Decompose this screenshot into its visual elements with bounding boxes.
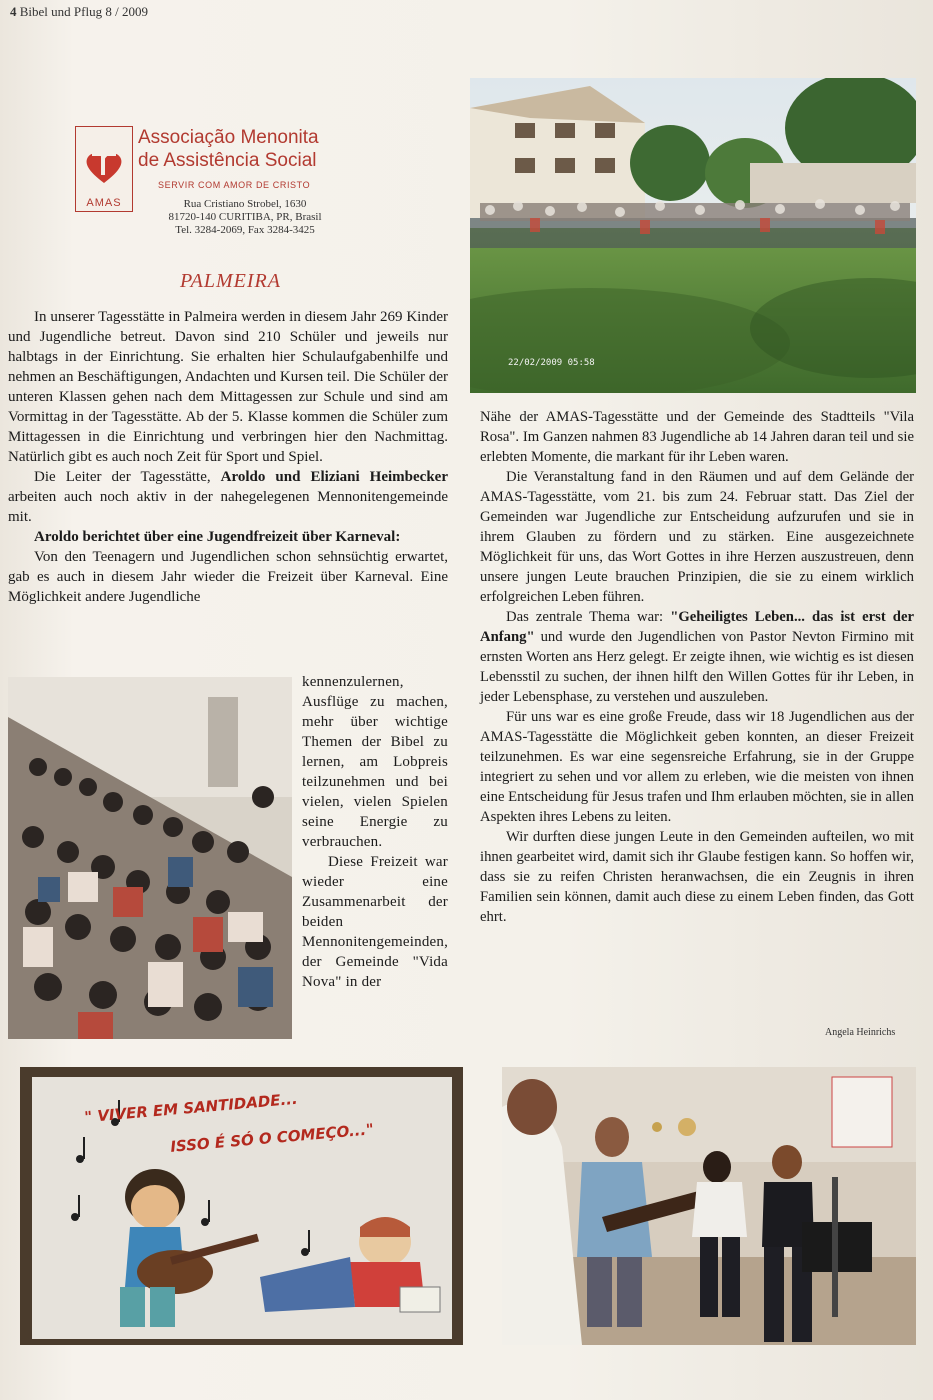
paragraph-text: arbeiten auch noch aktiv in der nahegelegenen Mennonitengemeinde mit. — [8, 489, 448, 525]
page-header — [10, 4, 148, 20]
logo-text: AMAS — [86, 197, 122, 209]
heart-cross-icon — [82, 149, 126, 185]
address-line: 81720-140 CURITIBA, PR, Brasil — [168, 211, 322, 223]
right-column — [480, 407, 914, 927]
paragraph: Die Veranstaltung fand in den Räumen und auf dem Gelände der AMAS-Tagesstätte, vom 21. bis zum 24. Februar statt. Das Ziel der Gemeinden war Jugendliche zur Entscheidung aufzurufen und sie in ihrem Glauben zu fördern und zu stärken. Eine ausgezeichnete Möglichkeit für uns, das Wort Gottes in ihre Herzen auszustreuen, denn unsere jungen Leute brauchen Prinzipien, die sie zu einem wirklich erfolgreichen Leben führen. — [480, 469, 914, 605]
paragraph: Wir durften diese jungen Leute in den Gemeinden aufteilen, wo mit ihnen gearbeitet wird, damit sich ihr Glaube festigen kann. So hoffen wir, dass sie zu reifen Christen heranwachsen, die ein Zeugnis in ihren Familien sein können, damit auch diese zu einem Leben finden, das Gott ehrt. — [480, 829, 914, 925]
banner-text-line1: " VIVER EM SANTIDADE... — [83, 1089, 299, 1127]
author-credit: Angela Heinrichs — [825, 1027, 896, 1038]
paragraph — [8, 467, 448, 527]
bold-name: Aroldo und Eliziani Heimbecker — [220, 469, 448, 485]
article-title: PALMEIRA — [180, 270, 281, 292]
page-number: 4 — [10, 4, 17, 19]
paragraph: kennenzulernen, Ausflüge zu machen, mehr über wichtige Themen der Bibel zu lernen, am Lobpreis teilzunehmen und bei vielen, vielen Spielen seine Energie zu verbrauchen. — [302, 674, 448, 850]
org-name — [138, 126, 319, 172]
address-line: Rua Cristiano Strobel, 1630 — [183, 198, 307, 210]
subheading-text: Aroldo berichtet über eine Jugendfreizeit über Karneval: — [34, 529, 401, 545]
paragraph-text: Die Leiter der Tagesstätte, — [34, 469, 221, 485]
org-slogan: SERVIR COM AMOR DE CRISTO — [158, 180, 311, 190]
address-line: Tel. 3284-2069, Fax 3284-3425 — [175, 224, 315, 236]
paragraph: Für uns war es eine große Freude, dass wir 18 Jugendlichen aus der AMAS-Tagesstätte die Möglichkeit geben konnten, an dieser Freizeit teilzunehmen. Es war eine segensreiche Erfahrung, sie in der Gruppe integriert zu sehen und vor allem zu erleben, wie die meisten von ihnen eine Entscheidung für Jesus trafen und Ihm erlauben möchten, sie in allen Aspekten ihres Lebens zu leiten. — [480, 709, 914, 825]
group-photo — [8, 677, 292, 1039]
subheading — [8, 527, 448, 547]
field-photo — [470, 78, 916, 393]
amas-logo — [75, 126, 133, 212]
worship-photo-image — [502, 1067, 916, 1345]
photo-timestamp: 22/02/2009 05:58 — [508, 358, 595, 368]
worship-photo — [502, 1067, 916, 1345]
theme-quote: "Geheiligtes Leben... das ist erst der Anfang" — [480, 609, 914, 645]
paragraph: Diese Freizeit war wieder eine Zusammenarbeit der beiden Mennonitengemeinden, der Gemeinde "Vida Nova" in der — [302, 854, 449, 990]
magazine-title: Bibel und Pflug — [19, 4, 103, 19]
paragraph: Nähe der AMAS-Tagesstätte und der Gemeinde des Stadtteils "Vila Rosa". Im Ganzen nahmen 83 Jugendliche ab 14 Jahren daran teil und sie erlebten Momente, die markant für ihr Leben waren. — [480, 409, 914, 465]
left-column — [8, 307, 448, 607]
issue-number: 8 / 2009 — [105, 4, 148, 19]
paragraph-text: und wurde den Jugendlichen von Pastor Nevton Firmino mit ernsten Worten ans Herz gelegt. Er zeigte ihnen, wie wichtig es ist diesen Lebensstil zu suchen, der ihnen hilft den Willen Gottes für ihr Leben, in jeder Lebensphase, zu verstehen und auszuleben. — [480, 629, 914, 705]
paragraph: Von den Teenagern und Jugendlichen schon sehnsüchtig erwartet, gab es auch in diesem Jahr wieder die Freizeit über Karneval. Eine Möglichkeit andere Jugendliche — [8, 549, 448, 605]
wrap-column — [302, 672, 448, 992]
org-name-line2: de Assistência Social — [138, 150, 317, 171]
org-name-line1: Associação Menonita — [138, 127, 319, 148]
group-photo-image — [8, 677, 292, 1039]
banner-photo — [20, 1067, 463, 1345]
paragraph — [480, 607, 914, 707]
org-address — [145, 198, 345, 237]
paragraph-text: Das zentrale Thema war: — [506, 609, 671, 625]
field-photo-image — [470, 78, 916, 393]
banner-text-line2: ISSO É SÓ O COMEÇO..." — [169, 1120, 375, 1156]
paragraph: In unserer Tagesstätte in Palmeira werden in diesem Jahr 269 Kinder und Jugendliche betreut. Davon sind 210 Schüler und jeweils nur halbtags in der Einrichtung. Sie erhalten hier Schulaufgabenhilfe und nehmen an Beschäftigungen, Andachten und Kursen teil. Die Schüler der unteren Klassen gehen nach dem Mittagessen zur Schule und sind am Vormittag in der Tagesstätte. Ab der 5. Klasse kommen die Schüler zum Mittagessen in die Einrichtung und verbringen hier den Nachmittag. Natürlich gibt es auch noch Zeit für Sport und Spiel. — [8, 309, 448, 465]
